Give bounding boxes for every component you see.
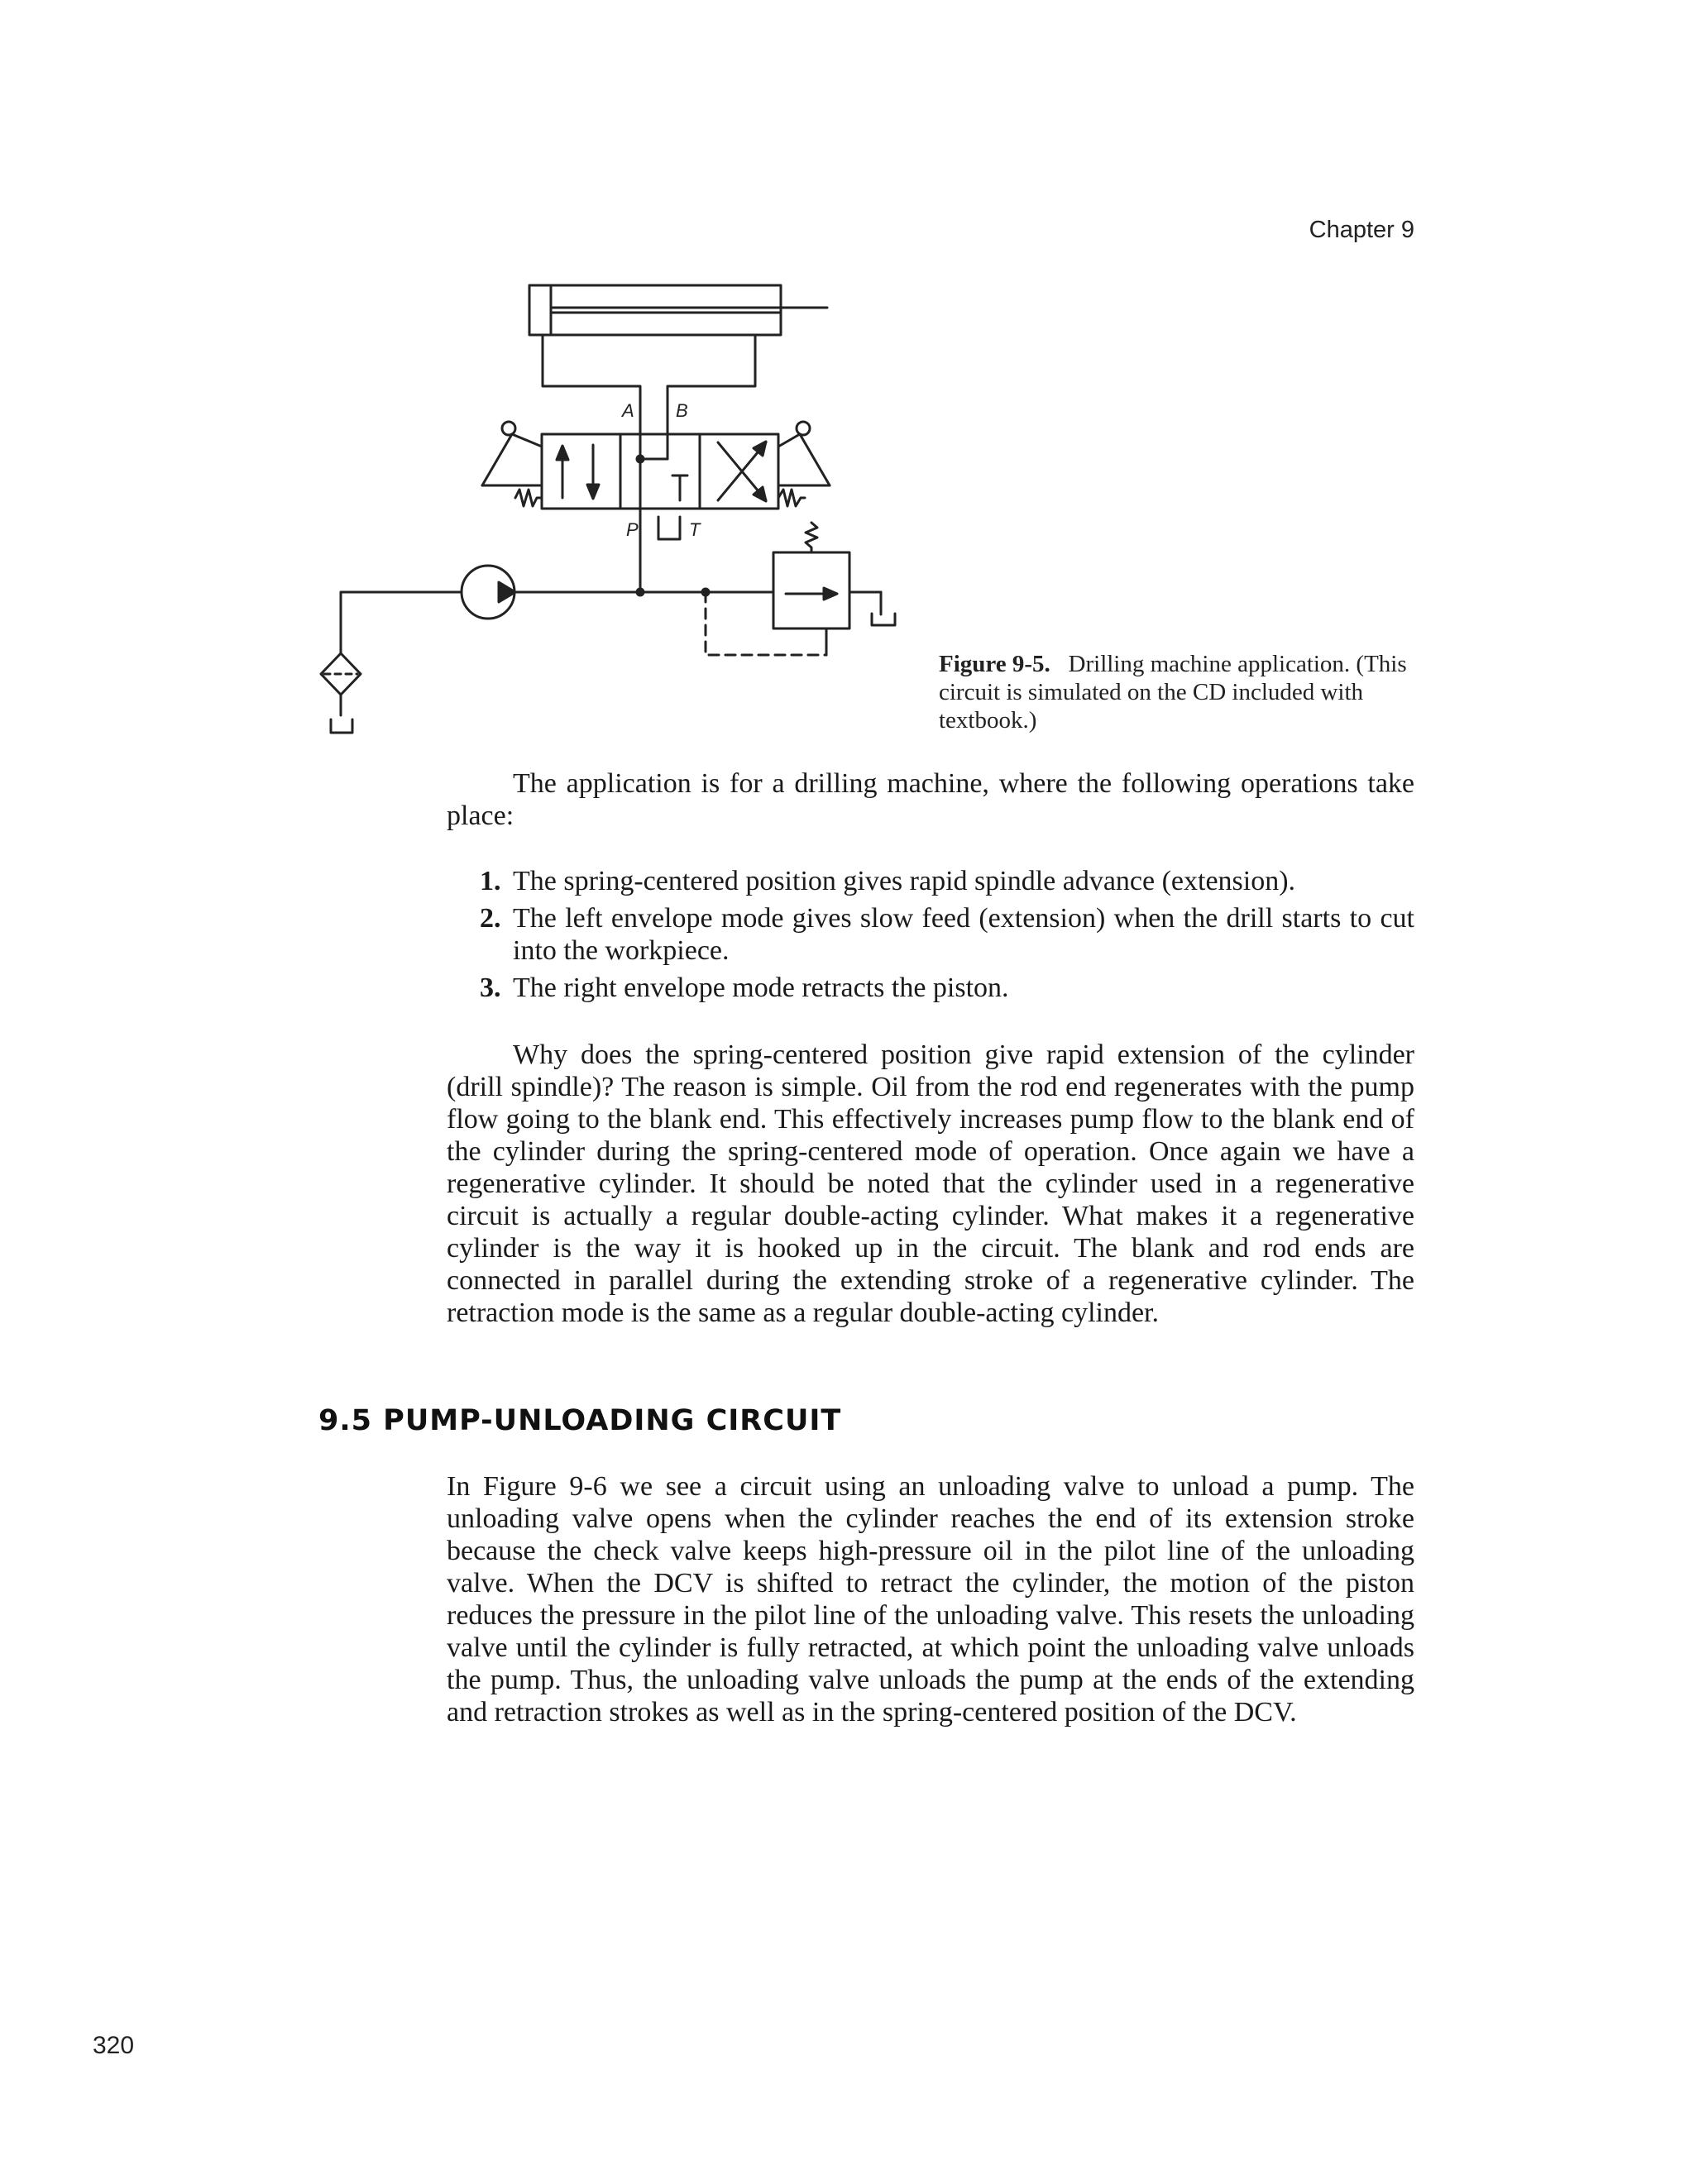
list-item-number: 3. bbox=[480, 973, 501, 1003]
double-acting-cylinder bbox=[529, 285, 827, 335]
list-item-number: 2. bbox=[480, 903, 501, 934]
drilling-circuit-diagram bbox=[298, 273, 926, 753]
list-item-text: The spring-centered position gives rapid spindle advance (extension). bbox=[513, 866, 1296, 896]
pump-reservoir bbox=[331, 719, 352, 733]
filter bbox=[321, 653, 361, 715]
port-label-b: B bbox=[676, 400, 688, 421]
port-label-a: A bbox=[622, 400, 634, 421]
list-item-text: The left envelope mode gives slow feed (extension) when the drill starts to cut into the workpiece. bbox=[513, 903, 1414, 966]
valve-tank-port bbox=[658, 517, 680, 539]
running-head: Chapter 9 bbox=[1309, 217, 1414, 243]
figure-caption-label: Figure 9-5. bbox=[939, 651, 1050, 677]
list-item bbox=[480, 865, 1414, 897]
pressure-relief-valve bbox=[706, 523, 881, 655]
list-item bbox=[480, 972, 1414, 1004]
operations-list bbox=[480, 865, 1414, 1009]
body-paragraph: In Figure 9-6 we see a circuit using an unloading valve to unload a pump. The unloading valve opens when the cylinder reaches the end of its extension stroke because the check valve keeps high-pressure oil in the pilot line of the unloading valve. When the DCV is shifted to retract the cylinder, the motion of the piston reduces the pressure in the pilot line of the unloading valve. This resets the unloading valve until the cylinder is fully retracted, at which point the unloading valve unloads the pump. Thus, the unloading valve unloads the pump at the ends of the extending and retraction strokes as well as in the spring-centered position of the DCV. bbox=[447, 1471, 1414, 1728]
figure-caption-text: Drilling machine application. (This circuit is simulated on the CD included with textbook.) bbox=[939, 651, 1407, 734]
page-number: 320 bbox=[93, 2032, 135, 2059]
relief-reservoir bbox=[872, 614, 895, 625]
list-item-number: 1. bbox=[480, 866, 501, 896]
pump bbox=[341, 566, 515, 653]
directional-control-valve bbox=[542, 434, 778, 509]
list-item bbox=[480, 902, 1414, 967]
figure-caption bbox=[939, 650, 1419, 734]
body-paragraph: Why does the spring-centered position give rapid extension of the cylinder (drill spindle)? The reason is simple. Oil from the rod end regenerates with the pump flow going to the blank end. This effectively increases pump flow to the blank end of the cylinder during the spring-centered mode of operation. Once again we have a regenerative cylinder. It should be noted that the cylinder used in a regenerative circuit is actually a regular double-acting cylinder. What makes it a regenerative cylinder is the way it is hooked up in the circuit. The blank and rod ends are connected in parallel during the extending stroke of a regenerative cylinder. The retraction mode is the same as a regular double-acting cylinder. bbox=[447, 1039, 1414, 1328]
port-label-p: P bbox=[626, 519, 639, 540]
section-heading: 9.5 PUMP-UNLOADING CIRCUIT bbox=[318, 1404, 842, 1437]
left-lever-actuator bbox=[482, 422, 542, 506]
intro-paragraph: The application is for a drilling machine, where the following operations take place: bbox=[447, 768, 1414, 831]
cylinder-port-lines bbox=[543, 335, 755, 434]
right-lever-actuator bbox=[778, 422, 830, 506]
port-label-t: T bbox=[689, 519, 701, 540]
list-item-text: The right envelope mode retracts the piston. bbox=[513, 973, 1009, 1003]
pressure-line bbox=[514, 509, 773, 595]
